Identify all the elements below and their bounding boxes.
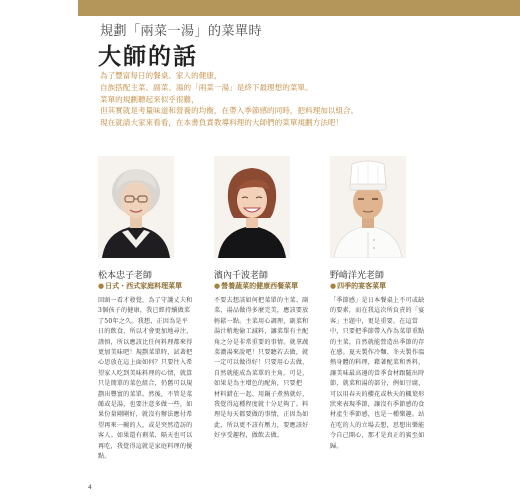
body-line: 的主菜，自然就能營造出季節的存 — [330, 338, 425, 346]
body-line: 如果是為主增色的配角，只要把 — [214, 380, 303, 388]
portrait-chef-white-hat-icon — [330, 156, 406, 258]
intro-line: 菜單的規劃聽起來似乎很難， — [100, 94, 199, 104]
chef-photo-nozaki — [330, 156, 406, 258]
chef-photo-hamauchi — [214, 156, 290, 258]
chef-role-hamauchi — [214, 281, 298, 291]
chef-name-nozaki: 野﨑洋光老師 — [330, 271, 385, 281]
body-line: 3個孩子的健康，我已經持續做菜 — [98, 307, 191, 315]
chef-name-hamauchi: 濱內千波老師 — [214, 271, 269, 281]
chef-role-text: 營養蔬菜的健康西餐菜單 — [221, 282, 299, 290]
chef-text-matsumoto — [98, 296, 198, 463]
body-line: 點。 — [98, 453, 111, 461]
bullet-dot-icon: ● — [330, 282, 337, 290]
portrait-woman-short-hair-icon — [214, 156, 290, 258]
body-line: 「季節感」是日本餐桌上不可或缺 — [330, 297, 425, 304]
body-line: 角之分是非常重要的事情。就拿蔬 — [214, 338, 309, 346]
body-line: 在感。夏天製作冷麵、冬天製作溫 — [330, 349, 425, 357]
body-line: 可以用春天的櫻花或秋天的楓葉形 — [330, 390, 425, 398]
body-line: 讓美味最高邊的當季食材跟隨出時 — [330, 369, 425, 377]
intro-line: 自族搭配主菜、副菜、湯的「兩菜一湯」是終下最理想的菜單。 — [100, 82, 313, 92]
body-line: 只是簡單的菜色組合，仍舊可以規 — [98, 380, 193, 388]
page-subtitle: 規劃「兩菜一湯」的菜單時 — [100, 24, 263, 39]
portrait-woman-white-hair-icon — [98, 156, 174, 258]
body-line: 湯汁稍地偷工減料，讓菜單有主配 — [214, 328, 309, 336]
body-line: 菜、湯品做得多麼完美，應該要放 — [214, 307, 309, 315]
body-line: 回頭一看才發覺，為了守護丈夫和 — [98, 297, 193, 304]
page-number: 4 — [88, 484, 92, 491]
body-line: 我覺得這種程度就十分足夠了。料 — [214, 401, 309, 409]
body-line: 節，就菜和湯的部分，例如豆腐， — [330, 380, 425, 388]
body-line: 再吃，我覺得這就是家庭料理的優 — [98, 442, 193, 450]
body-line: 望家人吃到美味料理的心情，就算 — [98, 369, 193, 377]
body-line: 果份量剛剛好，就沒有辦法應付希 — [98, 411, 193, 419]
body-line: 劃出豐富的菜單。然後，不管是菜 — [98, 390, 193, 398]
top-decorative-band — [78, 0, 520, 16]
body-line: 狀來表現季節，讓沒有季節感的食 — [330, 401, 425, 409]
intro-paragraph — [100, 70, 500, 129]
body-line: 中，只要把季節帶入作為菜單重點 — [330, 328, 425, 336]
body-line: 客人。如果還有剩菜，隔天也可以 — [98, 432, 193, 440]
body-line: 此，所以更不該有壓力，要應該好 — [214, 421, 309, 429]
body-line: 謹慎，所以應該比任何料理都來得 — [98, 338, 193, 346]
body-line: 材料錯在一起、用鍋子煮熟就好， — [214, 390, 309, 398]
page-title: 大師的話 — [98, 43, 198, 70]
chef-photo-matsumoto — [98, 156, 174, 258]
chef-role-text: 四季的宴客菜單 — [337, 282, 387, 290]
body-line: 在吃的人的立場去想，思想出樂能 — [330, 421, 425, 429]
chef-name-matsumoto: 松本忠子老師 — [98, 271, 153, 281]
body-line: 菜濃湯來說吧！只要聽若去做，就 — [214, 349, 309, 357]
body-line: 日的飲食，所以才會更加地尋注、 — [98, 328, 193, 336]
body-line: 材產生季節感，也是一種樂趣。站 — [330, 411, 425, 419]
body-line: 心思放在這上面如何？只要往入希 — [98, 359, 193, 367]
intro-line: 現在就請大家來看看，在本書負責教導料理的大師們的菜單規劃方法吧！ — [100, 118, 343, 128]
body-line: 望再來一碗的人，或是突然造訪的 — [98, 421, 193, 429]
chef-role-matsumoto — [98, 281, 182, 291]
chef-text-nozaki — [330, 296, 430, 452]
chef-role-nozaki — [330, 281, 386, 291]
body-line: 不要去想該如何把菜單的主菜、副 — [214, 297, 309, 304]
body-line: 好享受趣程，做飲去做。 — [214, 432, 284, 440]
intro-line: 為了豐富每日的餐桌、家人的健康， — [100, 71, 222, 80]
body-line: 一定可以做得好！只要用心去做， — [214, 359, 309, 367]
body-line: 歸。 — [330, 442, 343, 450]
bullet-dot-icon: ● — [214, 282, 221, 290]
body-line: 自然就能成為菜單的主角。可是， — [214, 369, 309, 377]
body-line: 更加美味吧！規劃菜單時，試著把 — [98, 349, 193, 357]
body-line: 理是每天都要做的事情，正因為如 — [214, 411, 309, 419]
body-line: 客」主題中，更是重要。在這當 — [330, 317, 419, 325]
body-line: 了50年之久。我想，正因為是平 — [98, 317, 188, 325]
body-line: 餚或是湯，也要注意多做一些，如 — [98, 401, 193, 409]
bullet-dot-icon: ● — [98, 282, 105, 290]
body-line: 的要素，而在我這次所負責的「宴 — [330, 307, 425, 315]
body-line: 令自己開心，那才是真正的賓至如 — [330, 432, 425, 440]
intro-line: 但其實就是考量味道和營養的均衡，在帶入季節感的同時，把料理加以組合。 — [100, 106, 359, 116]
body-line: 熱身體的料理，藉著配菜和香料， — [330, 359, 425, 367]
chef-text-hamauchi — [214, 296, 314, 442]
body-line: 輕鬆一點。主菜用心調理，副菜和 — [214, 317, 309, 325]
chef-role-text: 日式・西式家庭料理菜單 — [105, 282, 183, 290]
